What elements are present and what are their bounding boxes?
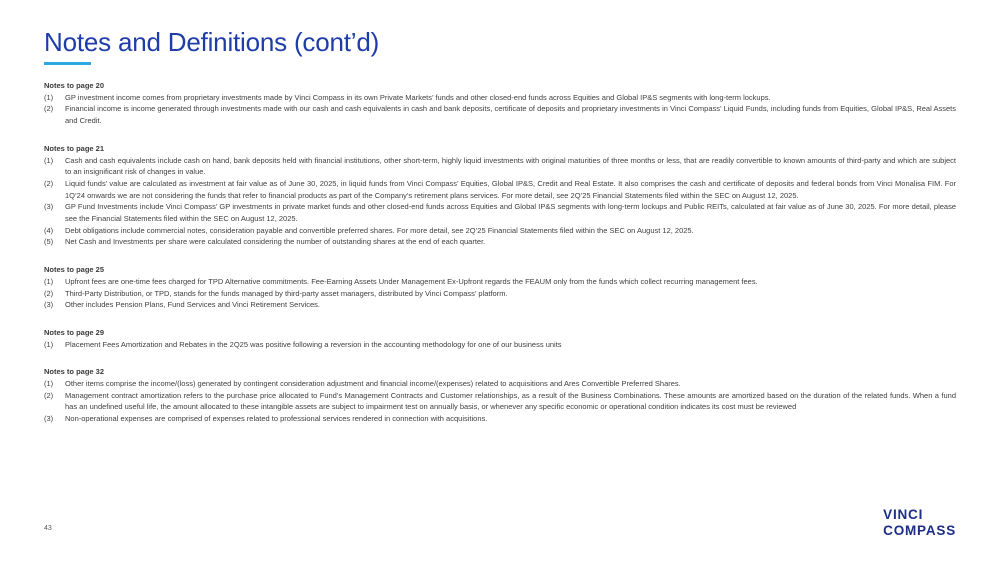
note-marker: (2) bbox=[44, 104, 54, 114]
note-marker: (3) bbox=[44, 300, 54, 310]
note-item bbox=[44, 236, 956, 248]
note-item bbox=[44, 103, 956, 126]
note-marker: (2) bbox=[44, 288, 54, 298]
section-heading: Notes to page 21 bbox=[44, 143, 105, 153]
note-text: Other items comprise the income/(loss) generated by contingent consideration adjustment and financial income/(expenses) related to acquisitions and Ares Convertible Preferred Shares. bbox=[65, 379, 681, 389]
note-marker: (2) bbox=[44, 390, 54, 400]
note-item bbox=[44, 339, 956, 351]
note-marker: (1) bbox=[44, 92, 54, 102]
note-marker: (1) bbox=[44, 379, 54, 389]
section-heading: Notes to page 25 bbox=[44, 265, 105, 275]
note-text: Upfront fees are one-time fees charged for TPD Alternative commitments. Fee-Earning Assets Under Management Ex-Upfront regards the FEAUM only from the funds which collect recurring management fees. bbox=[65, 276, 758, 286]
note-text: Debt obligations include commercial notes, consideration payable and convertible preferred shares. For more detail, see 2Q’25 Financial Statements filed within the SEC on August 12, 2025. bbox=[65, 225, 694, 235]
note-item bbox=[44, 201, 956, 224]
note-marker: (3) bbox=[44, 202, 54, 212]
note-marker: (1) bbox=[44, 155, 54, 165]
note-marker: (3) bbox=[44, 414, 54, 424]
note-marker: (1) bbox=[44, 339, 54, 349]
note-text: Liquid funds’ value are calculated as investment at fair value as of June 30, 2025, in liquid funds from Vinci Compass’ Equities, Global IP&S, Credit and Real Estate. It also comprises the cash and certificate of deposits and federal bonds from Vinci Monalisa FIM. For 1Q’24 onwards we are not considering the funds that refer to financial products as part of the Company’s retirement plans services. For more detail, see 2Q’25 Financial Statements filed within the SEC on August 12, 2025. bbox=[65, 178, 956, 200]
notes-section-page-21 bbox=[44, 143, 956, 248]
note-text: Net Cash and Investments per share were calculated considering the number of outstanding shares at the end of each quarter. bbox=[65, 237, 486, 247]
note-marker: (5) bbox=[44, 237, 54, 247]
note-item bbox=[44, 155, 956, 178]
logo-line-compass: COMPASS bbox=[883, 522, 956, 538]
logo-line-vinci: VINCI bbox=[883, 507, 924, 522]
note-item bbox=[44, 178, 956, 201]
notes-section-page-29 bbox=[44, 327, 956, 350]
note-text: GP Fund Investments include Vinci Compass’ GP investments in private market funds and other closed-end funds across Equities and Global IP&S segments with long-term lockups and Public REITs, calculated at fair value as of June 30, 2025. For more detail, please see the Financial Statements filed within the SEC on August 12, 2025. bbox=[65, 202, 956, 224]
note-item bbox=[44, 276, 956, 288]
note-text: Management contract amortization refers to the purchase price allocated to Fund’s Management Contracts and Customer relationships, as a result of the Business Combinations. These amounts are amortized based on the duration of the related funds. When a fund has an undefined useful life, the amount allocated to these intangible assets are subject to impairment test on annually basis, or whenever any specific economic or operational condition indicates its cost must be reviewed bbox=[65, 390, 956, 412]
notes-section-page-20 bbox=[44, 80, 956, 127]
note-item bbox=[44, 288, 956, 300]
note-item bbox=[44, 378, 956, 390]
note-item bbox=[44, 390, 956, 413]
note-text: Other includes Pension Plans, Fund Services and Vinci Retirement Services. bbox=[65, 300, 320, 310]
note-text: Placement Fees Amortization and Rebates in the 2Q25 was positive following a reversion in the accounting methodology for one of our business units bbox=[65, 339, 562, 349]
note-text: GP investment income comes from proprietary investments made by Vinci Compass in its own Private Markets’ funds and other closed-end funds across Equities and Global IP&S segments with long-term lockups. bbox=[65, 92, 771, 102]
note-text: Financial income is income generated through investments made with our cash and cash equivalents in cash and bank deposits, certificate of deposits and proprietary investments in Vinci Compass’ Liquid Funds, including funds from Equities, Global IP&S, Real Assets and Credit. bbox=[65, 104, 956, 126]
notes-section-page-25 bbox=[44, 264, 956, 311]
note-marker: (2) bbox=[44, 178, 54, 188]
note-item bbox=[44, 225, 956, 237]
vinci-compass-logo bbox=[883, 507, 956, 538]
section-heading: Notes to page 29 bbox=[44, 327, 105, 337]
note-marker: (1) bbox=[44, 276, 54, 286]
note-item bbox=[44, 413, 956, 425]
note-text: Cash and cash equivalents include cash on hand, bank deposits held with financial institutions, other short-term, highly liquid investments with original maturities of three months or less, that are readily convertible to known amounts of third-party and which are subject to an insignificant risk of changes in value. bbox=[65, 155, 956, 177]
note-marker: (4) bbox=[44, 225, 54, 235]
section-heading: Notes to page 32 bbox=[44, 367, 105, 377]
note-item bbox=[44, 299, 956, 311]
note-text: Third-Party Distribution, or TPD, stands for the funds managed by third-party asset managers, distributed by Vinci Compass’ platform. bbox=[65, 288, 508, 298]
notes-section-page-32 bbox=[44, 366, 956, 425]
note-item bbox=[44, 92, 956, 104]
notes-list bbox=[44, 80, 956, 441]
section-heading: Notes to page 20 bbox=[44, 81, 105, 90]
title-underline bbox=[44, 62, 91, 65]
note-text: Non-operational expenses are comprised of expenses related to professional services rendered in connection with acquisitions. bbox=[65, 414, 488, 424]
page-title: Notes and Definitions (cont’d) bbox=[44, 27, 380, 57]
page-number: 43 bbox=[44, 525, 52, 532]
